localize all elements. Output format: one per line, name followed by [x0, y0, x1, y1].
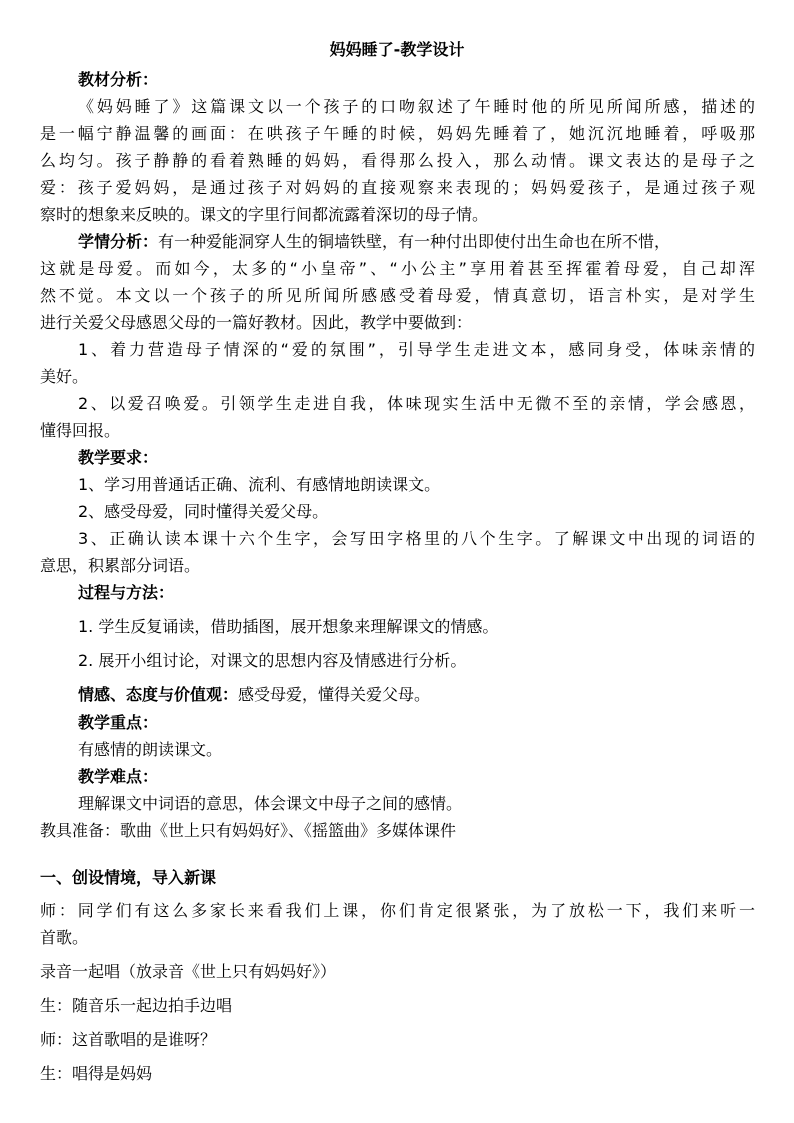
process-heading: 过程与方法：	[78, 583, 175, 602]
difficulty-heading: 教学难点：	[78, 767, 159, 786]
requirement-item: 3、正确认读本课十六个生字，会写田字格里的八个生字。了解课文中出现的词语的	[78, 529, 755, 548]
textbook-analysis-line: 是一幅宁静温馨的画面：在哄孩子午睡的时候，妈妈先睡着了，她沉沉地睡着，呼吸那	[40, 124, 755, 143]
requirements-heading: 教学要求：	[78, 448, 159, 467]
textbook-analysis-line: 爱：孩子爱妈妈，是通过孩子对妈妈的直接观察来表现的；妈妈爱孩子，是通过孩子观	[40, 178, 755, 197]
student-analysis-point: 2、以爱召唤爱。引领学生走进自我，体味现实生活中无微不至的亲情，学会感恩，	[78, 394, 755, 413]
student-analysis-line: 这就是母爱。而如今，太多的“小皇帝”、“小公主”享用着甚至挥霍着母爱，自己却浑	[40, 259, 755, 278]
textbook-analysis-line: 么均匀。孩子静静的看着熟睡的妈妈，看得那么投入，那么动情。课文表达的是母子之	[40, 151, 755, 170]
key-point-text: 有感情的朗读课文。	[78, 740, 223, 759]
preparation-text: 教具准备：歌曲《世上只有妈妈好》、《摇篮曲》多媒体课件	[40, 821, 457, 840]
student-analysis-line: 然不觉。本文以一个孩子的所见所闻所感感受着母爱，情真意切，语言朴实，是对学生	[40, 286, 755, 305]
student-analysis-line	[78, 232, 670, 252]
textbook-analysis-heading: 教材分析：	[78, 70, 159, 89]
dialog-line: 师：同学们有这么多家长来看我们上课，你们肯定很紧张，为了放松一下，我们来听一	[40, 901, 755, 920]
emotion-line	[78, 685, 430, 705]
difficulty-text: 理解课文中词语的意思，体会课文中母子之间的感情。	[78, 794, 463, 813]
student-analysis-heading: 学情分析：	[78, 232, 159, 251]
requirement-item: 2、感受母爱，同时懂得关爱父母。	[78, 502, 329, 521]
student-analysis-text: 有一种爱能洞穿人生的铜墙铁壁，有一种付出即使付出生命也在所不惜，	[158, 232, 671, 251]
student-analysis-line: 进行关爱父母感恩父母的一篇好教材。因此，教学中要做到：	[40, 313, 473, 332]
dialog-line: 生：随音乐一起边拍手边唱	[40, 996, 233, 1015]
requirement-item: 1、学习用普通话正确、流利、有感情地朗读课文。	[78, 475, 441, 494]
emotion-heading: 情感、态度与价值观：	[78, 685, 239, 704]
student-analysis-point: 美好。	[40, 367, 89, 386]
page-title: 妈妈睡了-教学设计	[329, 40, 465, 59]
student-analysis-point: 懂得回报。	[40, 421, 121, 440]
dialog-line: 生：唱得是妈妈	[40, 1064, 153, 1083]
textbook-analysis-line: 《妈妈睡了》这篇课文以一个孩子的口吻叙述了午睡时他的所见所闻所感，描述的	[78, 97, 755, 116]
dialog-line: 首歌。	[40, 928, 89, 947]
requirement-item: 意思，积累部分词语。	[40, 556, 201, 575]
emotion-text: 感受母爱，懂得关爱父母。	[238, 685, 431, 704]
dialog-line: 师：这首歌唱的是谁呀？	[40, 1030, 217, 1049]
key-point-heading: 教学重点：	[78, 713, 159, 732]
process-item: 1. 学生反复诵读，借助插图，展开想象来理解课文的情感。	[78, 617, 499, 636]
student-analysis-point: 1、着力营造母子情深的“爱的氛围”，引导学生走进文本，感同身受，体味亲情的	[78, 340, 755, 359]
dialog-line: 录音一起唱（放录音《世上只有妈妈好》）	[40, 962, 337, 981]
process-item: 2. 展开小组讨论，对课文的思想内容及情感进行分析。	[78, 651, 467, 670]
textbook-analysis-line: 察时的想象来反映的。课文的字里行间都流露着深切的母子情。	[40, 205, 489, 224]
section1-heading: 一、创设情境，导入新课	[40, 868, 217, 887]
